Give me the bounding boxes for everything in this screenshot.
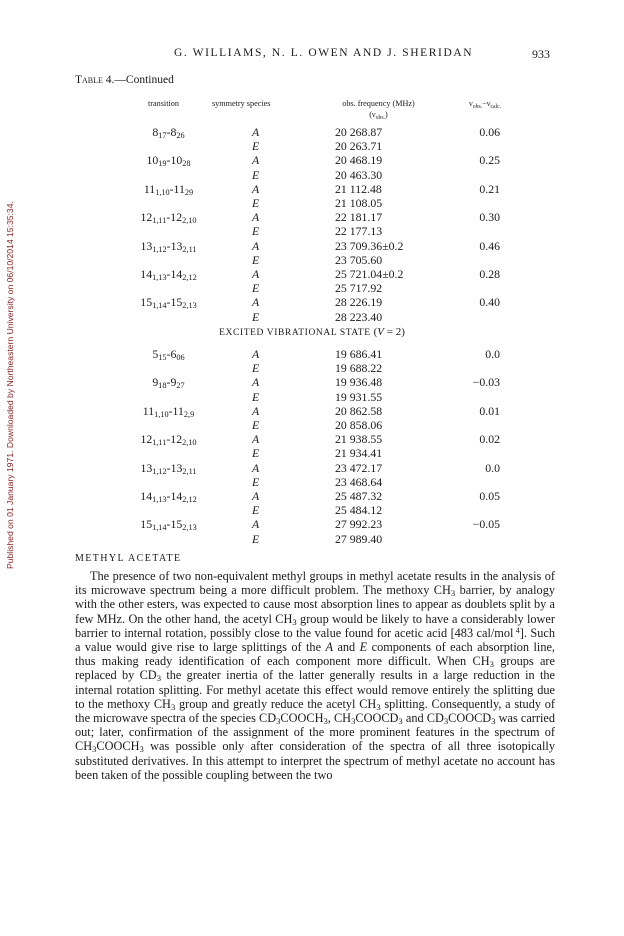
table-row [0,196,624,210]
difference-cell: 0.0 [485,347,500,361]
table-row [0,310,624,324]
frequency-cell: 22 177.13 [335,224,383,239]
frequency-cell: 20 858.06 [335,418,383,432]
frequency-cell: 23 705.60 [335,252,383,267]
column-header-frequency-label: obs. frequency (MHz) [342,99,415,108]
species-cell: A [252,125,260,139]
species-cell: E [252,361,260,376]
section-title: METHYL ACETATE [75,553,182,564]
frequency-cell: 20 268.87 [335,125,383,139]
species-cell: E [252,139,260,154]
frequency-cell: 21 108.05 [335,196,383,210]
species-cell: A [252,267,260,281]
table-row [0,503,624,517]
table-row [0,239,624,253]
table-row [0,281,624,295]
species-cell: A [252,375,260,390]
table-row [0,295,624,309]
table-row [0,347,624,361]
frequency-cell: 27 989.40 [335,531,383,546]
species-cell: E [252,196,260,210]
species-cell: E [252,503,260,518]
column-header-transition: transition [148,99,179,108]
table-row [0,390,624,404]
species-cell: E [252,252,260,267]
table-row [0,446,624,460]
species-cell: A [252,489,260,503]
species-cell: A [252,347,260,361]
frequency-cell: 25 717.92 [335,281,383,296]
frequency-cell: 22 181.17 [335,210,383,225]
species-cell: A [252,238,260,253]
frequency-cell: 28 223.40 [335,309,383,324]
table-row [0,432,624,446]
table-caption: Table 4.—Continued [75,74,174,86]
difference-cell: 0.25 [479,153,500,168]
table-row [0,253,624,267]
transition-cell: $12_{1,11}-12_{2,10}$ [140,432,197,448]
difference-cell: 0.21 [479,181,500,196]
difference-cell: −0.03 [472,375,500,390]
frequency-cell: 20 862.58 [335,403,383,418]
species-cell: A [252,210,260,225]
frequency-cell: 25 721.04±0.2 [335,267,404,281]
transition-cell: $15_{1,14}-15_{2,13}$ [140,517,197,533]
difference-cell: 0.05 [479,489,500,503]
species-cell: A [252,517,260,532]
frequency-cell: 19 686.41 [335,347,383,361]
table-row [0,224,624,238]
table-row [0,139,624,153]
transition-cell: $10_{19}-10_{28}$ [146,153,191,169]
frequency-cell: 19 688.22 [335,361,383,376]
species-cell: A [252,432,260,447]
table-row [0,418,624,432]
body-paragraph [75,569,555,782]
species-cell: A [252,403,260,418]
table-row [0,153,624,167]
transition-cell: $9_{18}-9_{27}$ [152,375,185,391]
column-header-symmetry: symmetry species [212,99,271,108]
frequency-cell: 19 936.48 [335,375,383,390]
difference-cell: 0.01 [479,403,500,418]
excited-state-heading: EXCITED VIBRATIONAL STATE (V = 2) [219,326,405,338]
species-cell: A [252,295,260,310]
transition-cell: $5_{15}-6_{06}$ [152,347,185,362]
body-text: The presence of two non-equivalent methyl groups in methyl acetate results in the analysis of its microwave spectrum being a more difficult problem. The methoxy $CH_3$ barrier, by analogy with the other esters, was expected to cause most absorption lines to appear as doublets split by a few MHz. On the other hand, the acetyl $CH_3$ group would be likely to have a considerably lower barrier to internal rotation, possibly close to the value found for acetic acid [483 cal/mol $^4$]. Such a value would give rise to large splittings of the A and E components of each absorption line, thus making ready identification of each component more difficult. When $CH_3$ groups are replaced by $CD_3$ the greater inertia of the latter generally results in a large reduction in the internal rotation splitting. For methyl acetate this effect would remove entirely the splitting due to the methoxy $CH_3$ group and greatly reduce the acetyl $CH_3$ splitting. Consequently, a study of the microwave spectra of the species $CD_3COOCH_3$, $CH_3COOCD_3$ and $CD_3COOCD_3$ was carried out; later, confirmation of the assignment of the more prominent features in the spectrum of $CH_3COOCH_3$ was possible only after consideration of the spectra of all three isotopically substituted derivatives. In this attempt to interpret the spectrum of methyl acetate no account has been taken of the possible coupling between the two [75,569,556,782]
frequency-cell: 25 484.12 [335,503,383,518]
difference-cell: −0.05 [472,517,500,532]
species-cell: E [252,309,260,324]
table-row [0,489,624,503]
species-cell: E [252,418,260,432]
frequency-cell: 21 938.55 [335,432,383,447]
difference-cell: 0.28 [479,267,500,281]
difference-cell: 0.06 [479,125,500,139]
frequency-cell: 20 468.19 [335,153,383,168]
transition-cell: $14_{1,13}-14_{2,12}$ [140,489,197,504]
page-number: 933 [532,47,550,61]
table-row [0,361,624,375]
species-cell: A [252,460,260,475]
frequency-cell: 25 487.32 [335,489,383,503]
species-cell: A [252,153,260,168]
difference-cell: 0.30 [479,210,500,225]
table-row [0,125,624,139]
difference-cell: 0.02 [479,432,500,447]
table-row [0,517,624,531]
table-row [0,375,624,389]
difference-cell: 0.46 [479,238,500,253]
frequency-cell: 23 468.64 [335,474,383,489]
transition-cell: $15_{1,14}-15_{2,13}$ [140,295,197,311]
species-cell: E [252,281,260,296]
table-row [0,182,624,196]
frequency-cell: 20 463.30 [335,167,383,182]
table-row [0,168,624,182]
transition-cell: $13_{1,12}-13_{2,11}$ [140,238,197,254]
table-row [0,404,624,418]
table-row [0,267,624,281]
page-header [75,47,555,63]
frequency-cell: 27 992.23 [335,517,383,532]
table-row [0,461,624,475]
species-cell: E [252,531,260,546]
transition-cell: $11_{1,10}-11_{29}$ [143,181,194,197]
column-header-frequency [321,98,436,120]
frequency-cell: 21 112.48 [335,181,382,196]
species-cell: E [252,446,260,461]
frequency-cell: 23 472.17 [335,460,383,475]
running-head: G. WILLIAMS, N. L. OWEN AND J. SHERIDAN [174,47,474,59]
table-row [0,475,624,489]
species-cell: E [252,389,260,404]
transition-cell: $13_{1,12}-13_{2,11}$ [140,460,197,476]
transition-cell: $11_{1,10}-11_{2,9}$ [142,403,195,419]
table-row [0,210,624,224]
species-cell: E [252,474,260,489]
transition-cell: $14_{1,13}-14_{2,12}$ [140,267,197,282]
column-header-frequency-symbol: $(\nu_{obs.})$ [369,110,388,121]
frequency-cell: 21 934.41 [335,446,383,461]
difference-cell: 0.40 [479,295,500,310]
column-header-difference: $\nu_{obs.}-\nu_{calc.}$ [469,99,502,110]
transition-cell: $12_{1,11}-12_{2,10}$ [140,210,197,226]
species-cell: E [252,224,260,239]
download-notice: Published on 01 January 1971. Downloaded by Northeastern University on 06/10/2014 15:35:34. [5,201,15,569]
frequency-cell: 19 931.55 [335,389,383,404]
frequency-cell: 20 263.71 [335,139,383,154]
table-row [0,532,624,546]
frequency-cell: 28 226.19 [335,295,383,310]
species-cell: A [252,181,260,196]
difference-cell: 0.0 [485,460,500,475]
species-cell: E [252,167,260,182]
transition-cell: $8_{17}-8_{26}$ [152,125,185,140]
frequency-cell: 23 709.36±0.2 [335,238,404,253]
